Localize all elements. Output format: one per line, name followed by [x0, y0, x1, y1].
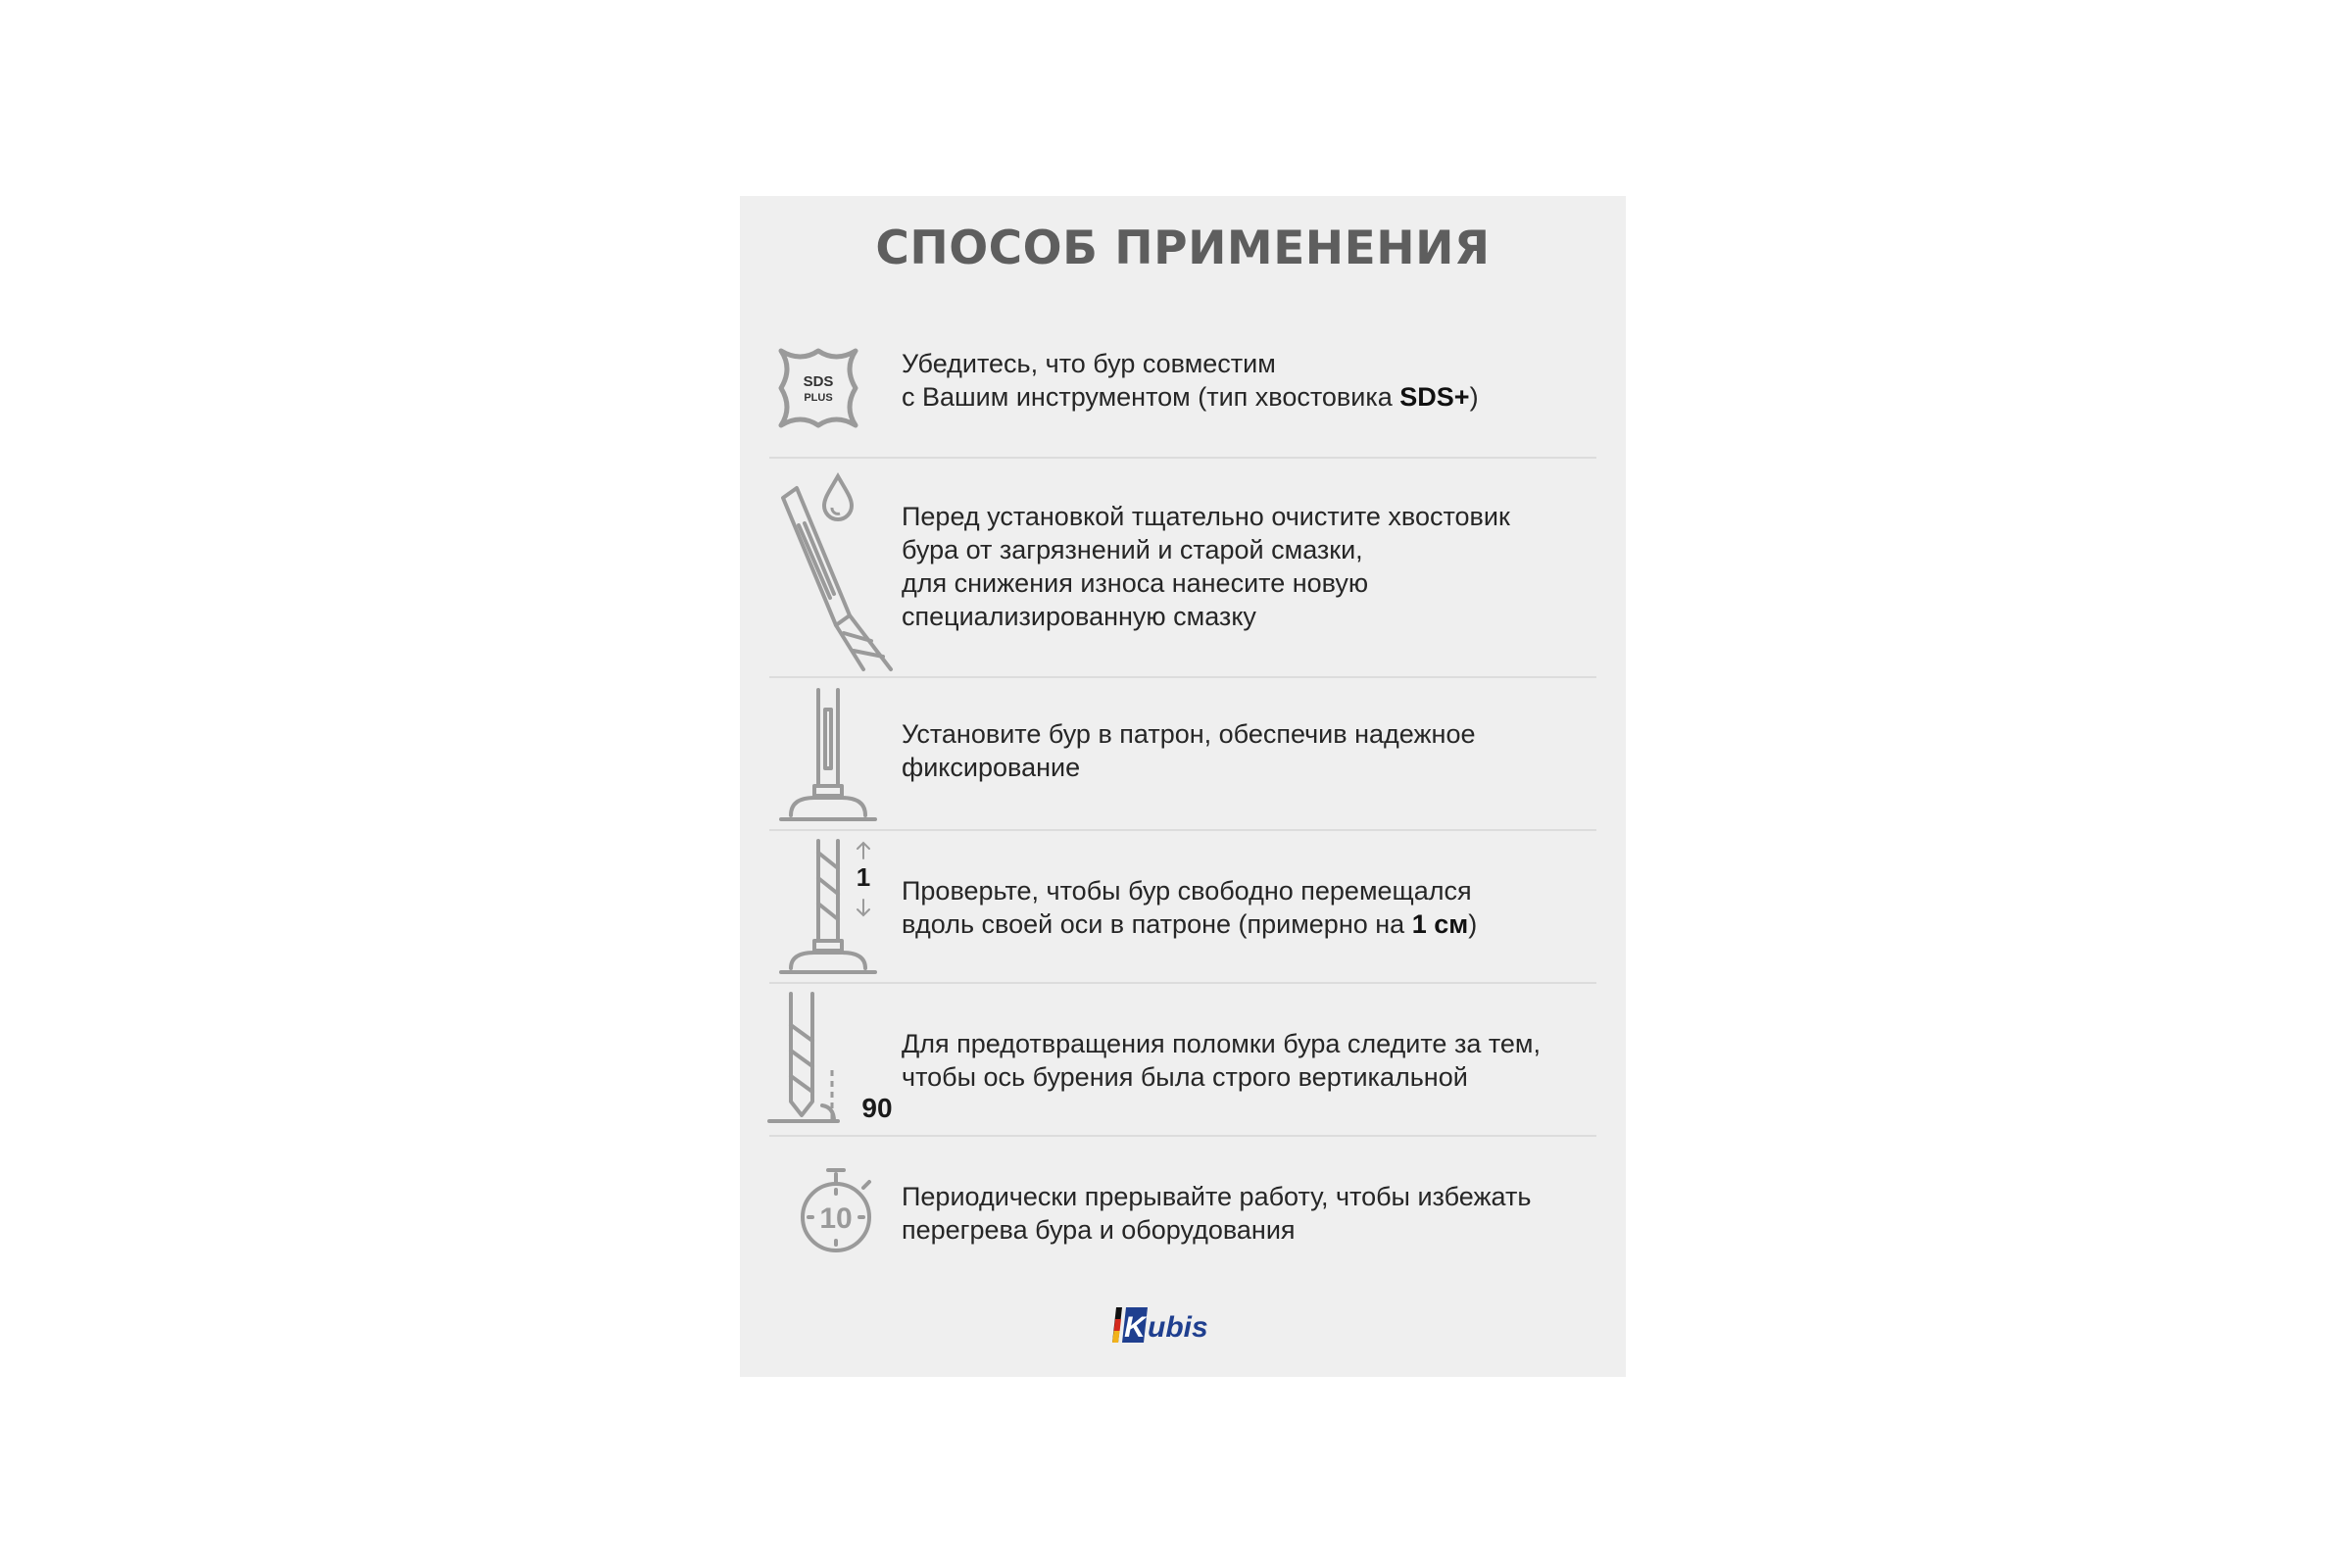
ten-minutes-label: 10	[819, 1202, 853, 1235]
step-6-line-2: перегрева бура и оборудования	[902, 1215, 1296, 1245]
step-4-text	[902, 874, 1588, 941]
step-4-line-1: Проверьте, чтобы бур свободно перемещался	[902, 876, 1472, 906]
step-6-text	[902, 1180, 1588, 1247]
step-1-line-2: с Вашим инструментом (тип хвостовика SDS+)	[902, 382, 1479, 412]
drill-vertical-90-icon	[769, 992, 906, 1129]
sds-plus-shank-icon	[769, 339, 867, 437]
step-5-line-1: Для предотвращения поломки бура следите за тем,	[902, 1029, 1541, 1058]
step-2-line-1: Перед установкой тщательно очистите хвостовик	[902, 502, 1510, 531]
ninety-degrees-label: 90	[861, 1093, 893, 1123]
step-2-line-2: бура от загрязнений и старой смазки,	[902, 535, 1363, 564]
step-2-line-4: специализированную смазку	[902, 602, 1256, 631]
step-3	[769, 678, 1596, 825]
sds-plus-bold: SDS+	[1399, 382, 1470, 412]
drill-shank-lubricant-icon	[769, 468, 906, 674]
sds-label: SDS	[803, 373, 834, 390]
step-5-text	[902, 1027, 1588, 1094]
step-2	[769, 459, 1596, 676]
step-3-line-1: Установите бур в патрон, обеспечив надежное	[902, 719, 1476, 749]
step-2-text	[902, 500, 1588, 633]
page-title: СПОСОБ ПРИМЕНЕНИЯ	[875, 221, 1491, 275]
drill-axial-play-icon	[769, 839, 887, 976]
kubis-logo-icon	[1108, 1303, 1255, 1347]
step-5	[769, 984, 1596, 1137]
step-3-line-2: фиксирование	[902, 753, 1081, 782]
step-6	[769, 1137, 1596, 1284]
step-3-text	[902, 717, 1588, 784]
step-5-line-2: чтобы ось бурения была строго вертикальной	[902, 1062, 1468, 1092]
step-2-line-3: для снижения износа нанесите новую	[902, 568, 1369, 598]
svg-text:ubis: ubis	[1148, 1311, 1208, 1344]
stopwatch-icon	[797, 1164, 875, 1258]
step-4-line-2: вдоль своей оси в патроне (примерно на 1 см)	[902, 909, 1478, 939]
drill-in-chuck-icon	[769, 688, 887, 825]
step-1	[769, 314, 1596, 461]
step-6-line-1: Периодически прерывайте работу, чтобы избежать	[902, 1182, 1532, 1211]
svg-text:K: K	[1124, 1311, 1146, 1344]
step-1-text	[902, 347, 1588, 414]
one-cm-label: 1	[856, 862, 871, 892]
one-cm-bold: 1 см	[1411, 909, 1469, 939]
instructions-card	[740, 196, 1626, 1377]
plus-label: PLUS	[804, 392, 833, 404]
step-1-line-1: Убедитесь, что бур совместим	[902, 349, 1276, 378]
step-4	[769, 831, 1596, 984]
